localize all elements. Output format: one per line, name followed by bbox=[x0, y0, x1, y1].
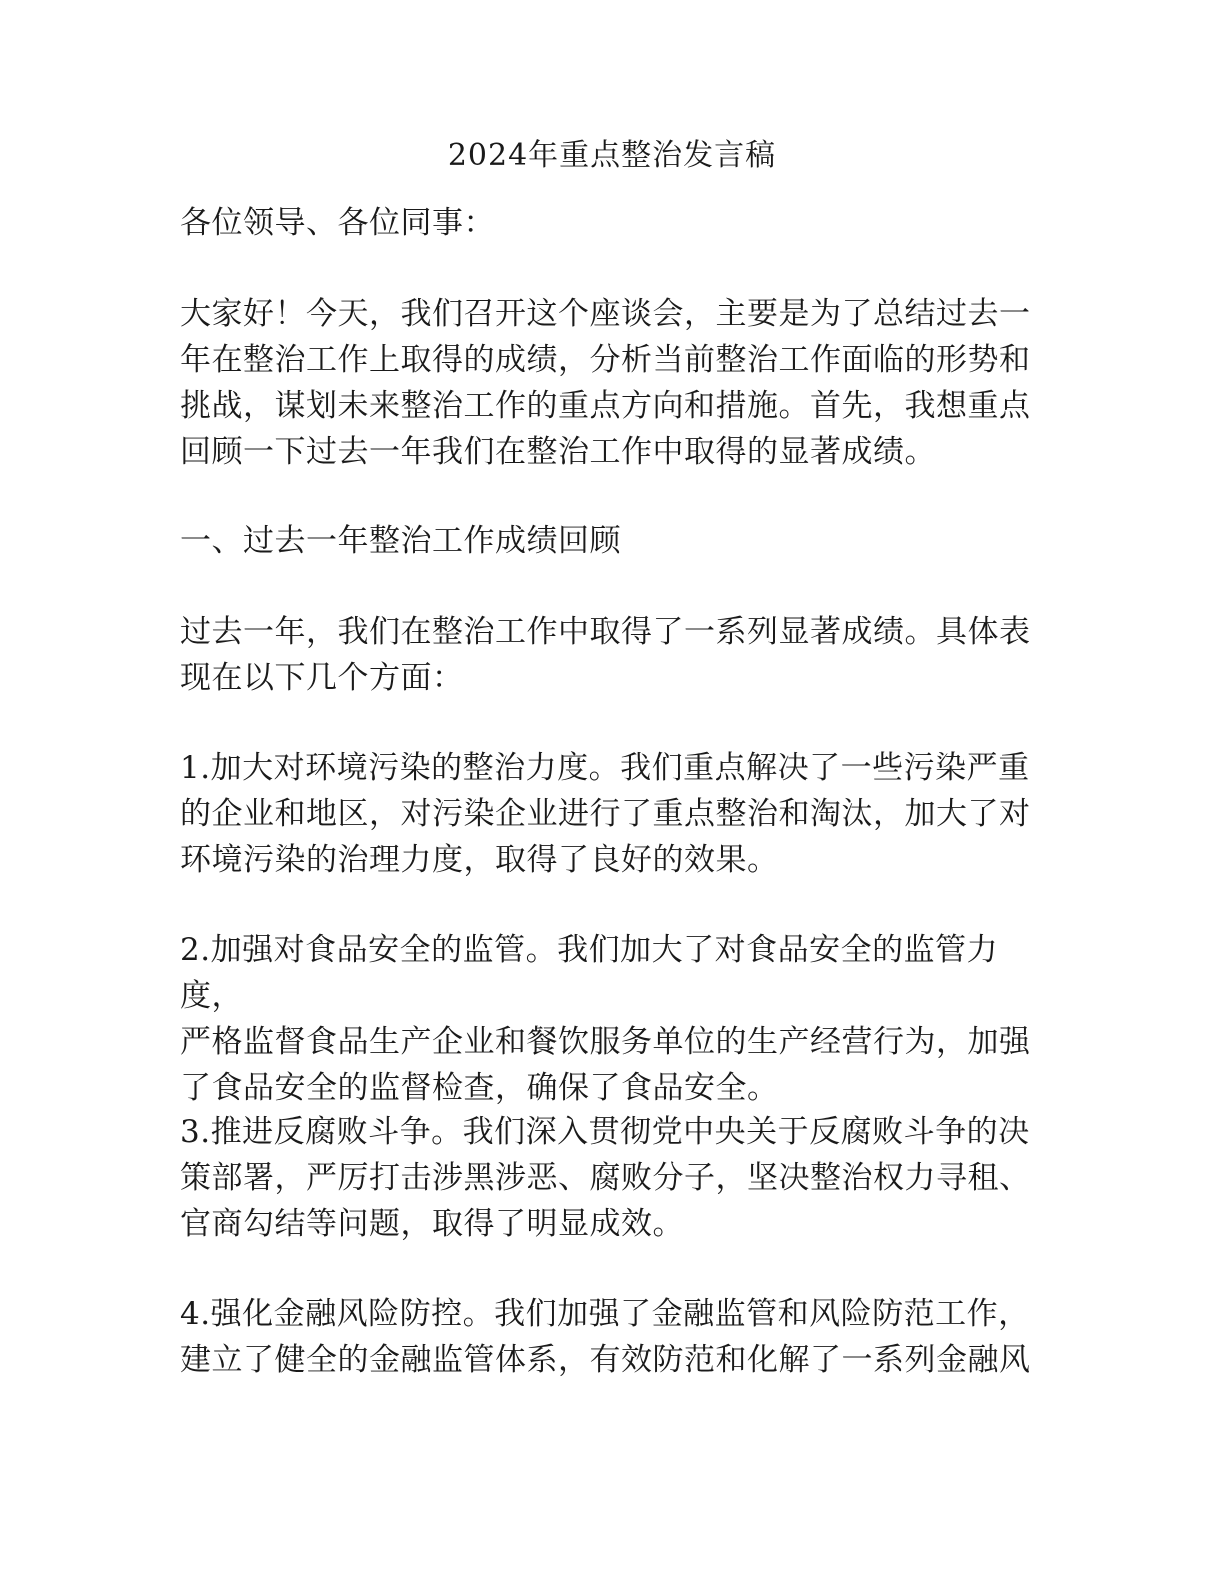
list-item: 4.强化金融风险防控。我们加强了金融监管和风险防范工作， 建立了健全的金融监管体系，有效防范和化解了一系列金融风 bbox=[180, 1296, 1031, 1378]
list-item: 3.推进反腐败斗争。我们深入贯彻党中央关于反腐败斗争的决 策部署，严厉打击涉黑涉恶、腐败分子，坚决整治权力寻租、 官商勾结等问题，取得了明显成效。 bbox=[180, 1114, 1031, 1242]
document-title: 2024年重点整治发言稿 bbox=[447, 138, 777, 173]
greeting-paragraph: 各位领导、各位同事： bbox=[180, 205, 495, 241]
list-item: 1.加大对环境污染的整治力度。我们重点解决了一些污染严重 的企业和地区，对污染企业进行了重点整治和淘汰，加大了对 环境污染的治理力度，取得了良好的效果。 bbox=[180, 750, 1031, 878]
section-lead-paragraph: 过去一年，我们在整治工作中取得了一系列显著成绩。具体表 现在以下几个方面： bbox=[180, 614, 1031, 696]
section-heading: 一、过去一年整治工作成绩回顾 bbox=[180, 523, 621, 559]
intro-paragraph: 大家好！今天，我们召开这个座谈会，主要是为了总结过去一 年在整治工作上取得的成绩，分析当前整治工作面临的形势和 挑战，谋划未来整治工作的重点方向和措施。首先，我想重点 回顾一下过去一年我们在整治工作中取得的显著成绩。 bbox=[180, 296, 1031, 470]
list-item: 2.加强对食品安全的监管。我们加大了对食品安全的监管力度， 严格监督食品生产企业和餐饮服务单位的生产经营行为，加强 了食品安全的监督检查，确保了食品安全。 bbox=[180, 932, 1031, 1106]
